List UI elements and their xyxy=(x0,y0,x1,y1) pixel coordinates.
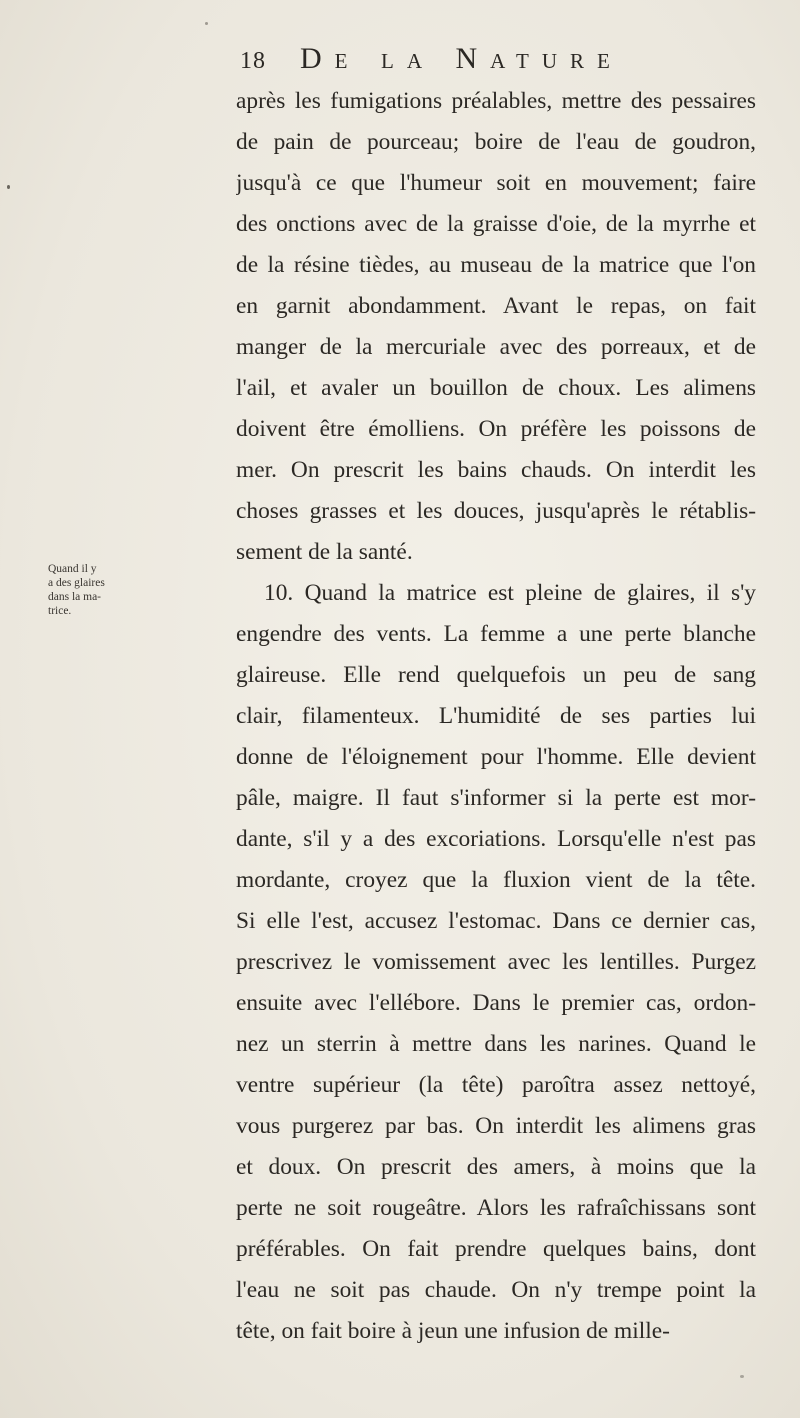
text-line: engendre des vents. La femme a une perte blanche xyxy=(236,621,756,647)
text-line: dante, s'il y a des excoriations. Lorsqu'elle n'est pas xyxy=(236,826,756,852)
text-line: vous purgerez par bas. On interdit les alimens gras xyxy=(236,1113,756,1139)
text-line: après les fumigations préalables, mettre des pessaires xyxy=(236,88,756,114)
margin-note-line: a des glaires xyxy=(48,577,105,589)
margin-note-line: dans la ma- xyxy=(48,591,102,603)
margin-note xyxy=(48,562,118,618)
text-line: sement de la santé. xyxy=(236,539,413,565)
text-line: pâle, maigre. Il faut s'informer si la perte est mor- xyxy=(236,785,756,811)
ink-speck xyxy=(205,22,208,25)
text-line: de pain de pourceau; boire de l'eau de goudron, xyxy=(236,129,756,155)
text-line: nez un sterrin à mettre dans les narines. Quand le xyxy=(236,1031,756,1057)
text-line: de la résine tièdes, au museau de la matrice que l'on xyxy=(236,252,756,278)
ink-speck xyxy=(740,1375,744,1378)
text-line: l'eau ne soit pas chaude. On n'y trempe point la xyxy=(236,1277,756,1303)
text-line: prescrivez le vomissement avec les lentilles. Purgez xyxy=(236,949,756,975)
text-line: des onctions avec de la graisse d'oie, de la myrrhe et xyxy=(236,211,756,237)
margin-note-line: Quand il y xyxy=(48,563,97,575)
text-line: jusqu'à ce que l'humeur soit en mouvement; faire xyxy=(236,170,756,196)
text-line: manger de la mercuriale avec des porreaux, et de xyxy=(236,334,756,360)
text-line: glaireuse. Elle rend quelquefois un peu de sang xyxy=(236,662,756,688)
text-line: tête, on fait boire à jeun une infusion de mille- xyxy=(236,1318,670,1344)
text-line: ventre supérieur (la tête) paroîtra assez nettoyé, xyxy=(236,1072,756,1098)
text-line: préférables. On fait prendre quelques bains, dont xyxy=(236,1236,756,1262)
text-line: l'ail, et avaler un bouillon de choux. Les alimens xyxy=(236,375,756,401)
ink-speck xyxy=(7,185,10,189)
body-text xyxy=(236,81,756,1352)
text-line: Si elle l'est, accusez l'estomac. Dans ce dernier cas, xyxy=(236,908,756,934)
text-line: clair, filamenteux. L'humidité de ses parties lui xyxy=(236,703,756,729)
page-number: 18 xyxy=(240,48,266,74)
text-line: doivent être émolliens. On préfère les poissons de xyxy=(236,416,756,442)
margin-note-line: trice. xyxy=(48,605,72,617)
text-line: mordante, croyez que la fluxion vient de la tête. xyxy=(236,867,756,893)
text-line: perte ne soit rougeâtre. Alors les rafraîchissans sont xyxy=(236,1195,756,1221)
text-line: choses grasses et les douces, jusqu'après le rétablis- xyxy=(236,498,756,524)
text-line: 10. Quand la matrice est pleine de glaires, il s'y xyxy=(264,580,756,606)
text-line: ensuite avec l'ellébore. Dans le premier cas, ordon- xyxy=(236,990,756,1016)
text-line: donne de l'éloignement pour l'homme. Elle devient xyxy=(236,744,756,770)
text-line: et doux. On prescrit des amers, à moins que la xyxy=(236,1154,756,1180)
text-line: en garnit abondamment. Avant le repas, on fait xyxy=(236,293,756,319)
running-head xyxy=(240,42,720,82)
running-title: De la Nature xyxy=(300,42,623,75)
text-line: mer. On prescrit les bains chauds. On interdit les xyxy=(236,457,756,483)
